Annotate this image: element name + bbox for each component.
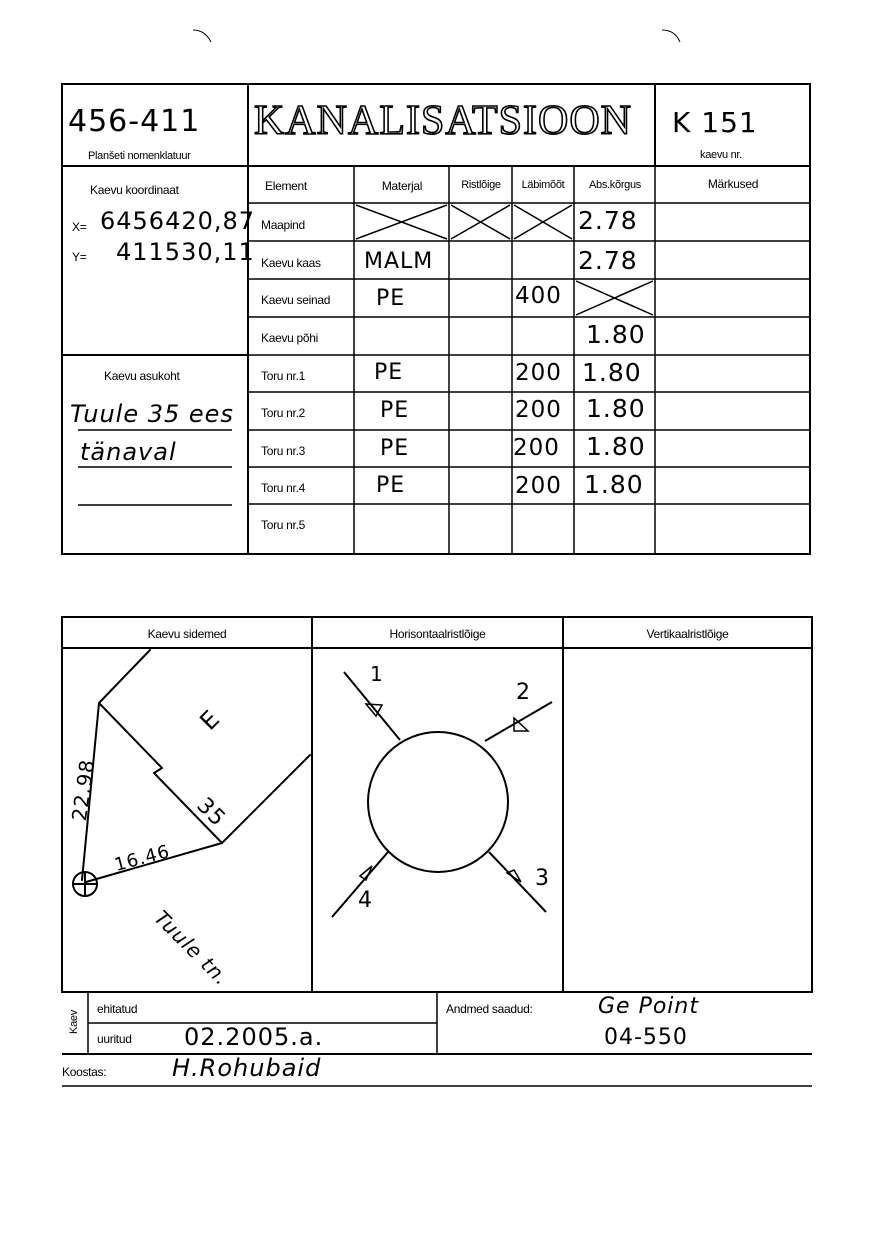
section-header-connections: Kaevu sidemed [147,627,227,641]
diameter-pipe-3: 200 [513,435,560,461]
footer-side-label: Kaev [67,1010,80,1034]
header-abs-height: Abs.kõrgus [588,179,642,191]
x-prefix: X= [72,220,87,234]
row-label-pipe-3: Toru nr.3 [261,444,305,458]
built-label: ehitatud [97,1002,138,1016]
header-remarks: Märkused [707,177,759,191]
surveyed-label: uuritud [97,1032,132,1046]
author-name: H.Rohubaid [172,1054,322,1082]
diameter-pipe-4: 200 [515,473,562,499]
material-pipe-4: PE [376,473,406,498]
height-bottom: 1.80 [586,320,646,349]
material-lid: MALM [364,249,434,274]
data-source-label: Andmed saadud: [446,1002,533,1016]
diameter-walls: 400 [515,283,562,309]
header-element: Element [265,179,307,193]
location-line-2: tänaval [80,438,177,466]
location-line-1: Tuule 35 ees [70,400,234,428]
data-source-number: 04-550 [604,1025,688,1050]
height-ground: 2.78 [578,206,638,235]
distance-b-label: 16.46 [112,841,173,876]
coordinates-label: Kaevu koordinaat [90,183,179,197]
row-label-bottom: Kaevu põhi [261,331,319,345]
author-label: Koostas: [62,1065,107,1079]
pipe-label-2: 2 [516,680,531,705]
well-label: kaevu nr. [700,149,742,161]
row-label-pipe-4: Toru nr.4 [261,481,305,495]
street-label: Tuule tn. [149,905,235,991]
distance-a-label: 22.98 [66,757,100,823]
header-material: Materjal [381,179,423,193]
surveyed-date: 02.2005.a. [184,1023,324,1051]
sheet-label: Planšeti nomenklatuur [88,150,191,162]
material-pipe-2: PE [380,398,410,423]
material-walls: PE [376,286,406,311]
row-label-pipe-5: Toru nr.5 [261,518,305,532]
header-cross-section: Ristlõige [461,179,501,191]
building-mark: E [194,704,226,736]
material-pipe-3: PE [380,436,410,461]
diameter-pipe-2: 200 [515,397,562,423]
row-label-pipe-2: Toru nr.2 [261,406,305,420]
row-label-walls: Kaevu seinad [261,293,331,307]
height-pipe-4: 1.80 [584,470,644,499]
x-coordinate-value: 6456420,87 [100,207,256,235]
height-lid: 2.78 [578,246,638,275]
material-pipe-1: PE [374,360,404,385]
house-number-label: 35 [191,793,231,832]
section-header-vertical: Vertikaalristlõige [646,627,729,641]
page-title: KANALISATSIOON [254,98,632,144]
sheet-number: 456-411 [68,104,201,139]
row-label-ground: Maapind [261,218,305,232]
height-pipe-2: 1.80 [586,394,646,423]
y-coordinate-value: 411530,11 [116,238,255,266]
section-header-horizontal: Horisontaalristlõige [389,627,486,641]
well-number: K 151 [672,106,758,139]
height-pipe-1: 1.80 [582,358,642,387]
pipe-label-4: 4 [358,888,373,913]
location-label: Kaevu asukoht [104,369,180,383]
height-pipe-3: 1.80 [586,432,646,461]
row-label-lid: Kaevu kaas [261,256,321,270]
pipe-label-1: 1 [370,662,384,686]
y-prefix: Y= [72,250,87,264]
row-label-pipe-1: Toru nr.1 [261,369,305,383]
data-source-company: Ge Point [598,994,699,1019]
diameter-pipe-1: 200 [515,360,562,386]
header-diameter: Läbimõõt [521,179,565,191]
pipe-label-3: 3 [535,866,550,891]
